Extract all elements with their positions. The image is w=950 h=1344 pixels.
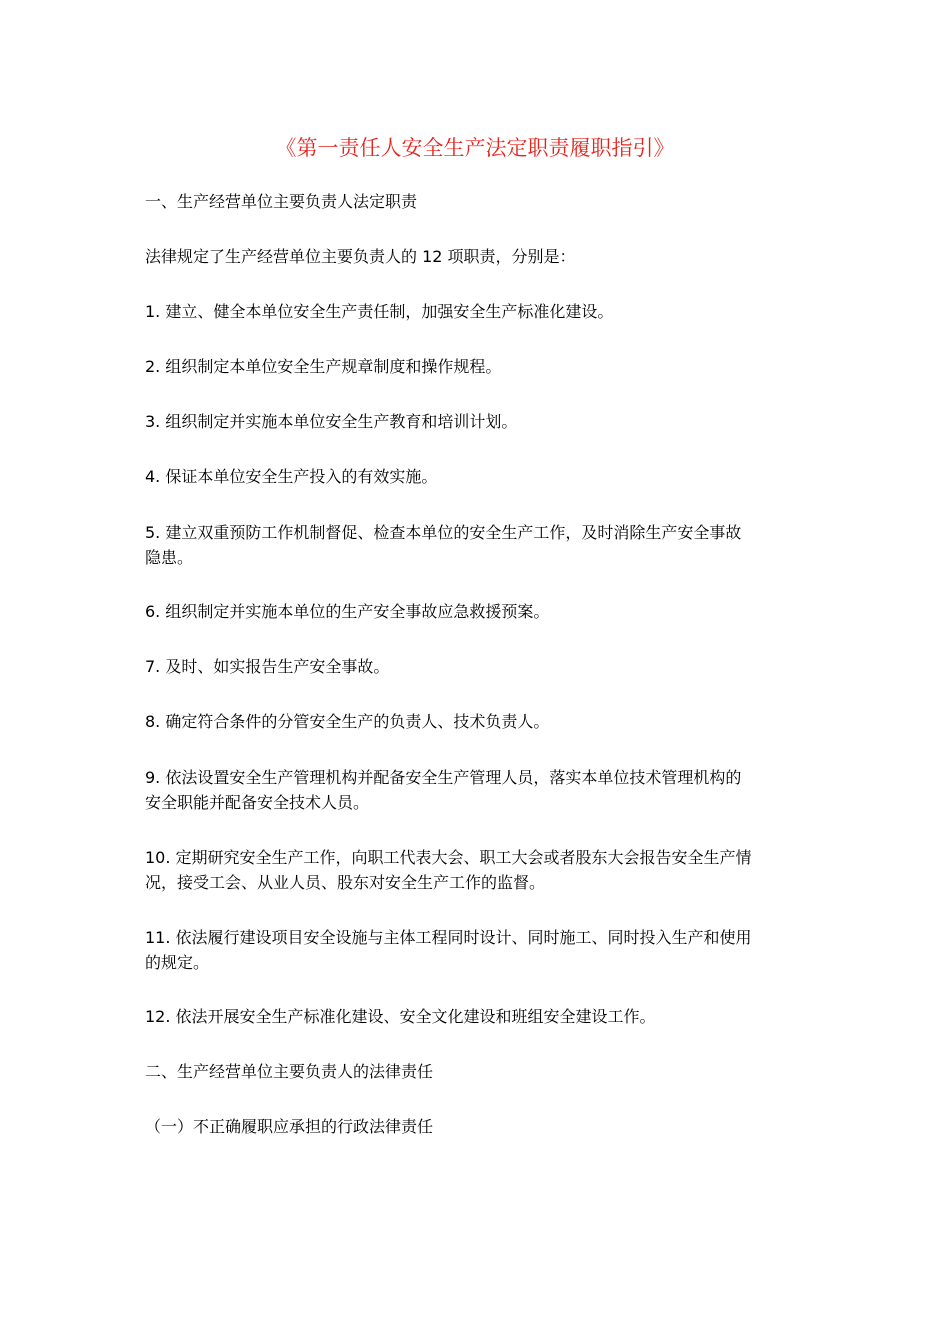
section-heading-2: 二、生产经营单位主要负责人的法律责任 bbox=[145, 1062, 434, 1081]
duty-item-10-line-2: 况，接受工会、从业人员、股东对安全生产工作的监督。 bbox=[145, 873, 546, 892]
duty-item-3: 3. 组织制定并实施本单位安全生产教育和培训计划。 bbox=[145, 412, 518, 431]
duty-item-9 bbox=[145, 765, 807, 815]
subsection-heading: （一）不正确履职应承担的行政法律责任 bbox=[145, 1117, 434, 1136]
duty-item-10 bbox=[145, 845, 807, 895]
duty-item-6: 6. 组织制定并实施本单位的生产安全事故应急救援预案。 bbox=[145, 602, 550, 621]
duty-item-11-line-1: 11. 依法履行建设项目安全设施与主体工程同时设计、同时施工、同时投入生产和使用 bbox=[145, 928, 752, 947]
duty-item-5-line-2: 隐患。 bbox=[145, 548, 194, 567]
duty-item-2: 2. 组织制定本单位安全生产规章制度和操作规程。 bbox=[145, 357, 502, 376]
duty-item-9-line-1: 9. 依法设置安全生产管理机构并配备安全生产管理人员，落实本单位技术管理机构的 bbox=[145, 768, 742, 787]
duty-item-11-line-2: 的规定。 bbox=[145, 953, 210, 972]
intro-paragraph: 法律规定了生产经营单位主要负责人的 12 项职责，分别是： bbox=[145, 247, 576, 266]
duty-item-1: 1. 建立、健全本单位安全生产责任制，加强安全生产标准化建设。 bbox=[145, 302, 614, 321]
document-title: 《第一责任人安全生产法定职责履职指引》 bbox=[275, 136, 675, 160]
duty-item-11 bbox=[145, 925, 807, 975]
section-heading-1: 一、生产经营单位主要负责人法定职责 bbox=[145, 192, 418, 211]
duty-item-4: 4. 保证本单位安全生产投入的有效实施。 bbox=[145, 467, 438, 486]
duty-item-5 bbox=[145, 520, 807, 570]
duty-item-5-line-1: 5. 建立双重预防工作机制督促、检查本单位的安全生产工作，及时消除生产安全事故 bbox=[145, 523, 742, 542]
duty-item-12: 12. 依法开展安全生产标准化建设、安全文化建设和班组安全建设工作。 bbox=[145, 1007, 656, 1026]
duty-item-7: 7. 及时、如实报告生产安全事故。 bbox=[145, 657, 390, 676]
duty-item-10-line-1: 10. 定期研究安全生产工作，向职工代表大会、职工大会或者股东大会报告安全生产情 bbox=[145, 848, 752, 867]
duty-item-9-line-2: 安全职能并配备安全技术人员。 bbox=[145, 793, 370, 812]
duty-item-8: 8. 确定符合条件的分管安全生产的负责人、技术负责人。 bbox=[145, 712, 550, 731]
